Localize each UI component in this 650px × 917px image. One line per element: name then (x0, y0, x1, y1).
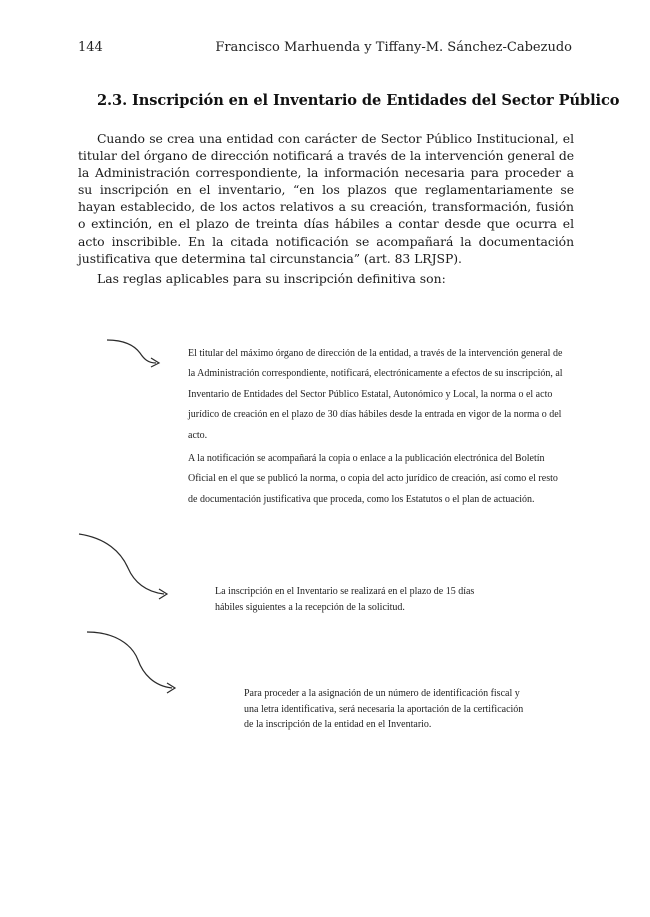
rules-intro: Las reglas aplicables para su inscripción definitiva son: (97, 271, 446, 286)
curved-arrow-icon (104, 335, 164, 371)
page-number: 144 (78, 40, 103, 55)
body-paragraph: Cuando se crea una entidad con carácter de Sector Público Institucional, el titular del órgano de dirección notificará a través de la intervención general de la Administración correspondiente, la información necesaria para proceder a su inscripción en el inventario, “en los plazos que reglamentariamente se hayan establecido, de los actos relativos a su creación, transformación, fusión o extinción, en el plazo de treinta días hábiles a contar desde que ocurra el acto inscribible. En la citada notificación se acompañará la documentación justificativa que determina tal circunstancia” (art. 83 LRJSP). (78, 131, 574, 266)
section-heading: 2.3. Inscripción en el Inventario de Entidades del Sector Público (97, 92, 620, 109)
rule-2-text: La inscripción en el Inventario se realizará en el plazo de 15 días hábiles siguientes a la recepción de la solicitud. (215, 586, 475, 613)
curved-arrow-icon (84, 626, 184, 696)
rule-3-text: Para proceder a la asignación de un número de identificación fiscal y una letra identificativa, será necesaria la aportación de la certificación de la inscripción de la entidad en el Inventario. (244, 688, 524, 731)
rule-1-attachment-text: A la notificación se acompañará la copia o enlace a la publicación electrónica del Boletín Oficial en el que se publicó la norma, o copia del acto jurídico de creación, así como el resto de documentación justificativa que proceda, como los Estatutos o el plan de actuación. (188, 453, 558, 505)
running-title: Francisco Marhuenda y Tiffany-M. Sánchez-Cabezudo (215, 40, 572, 55)
rule-1-text: El titular del máximo órgano de dirección de la entidad, a través de la intervención general de la Administración correspondiente, notificará, electrónicamente a efectos de su inscripción, al Inventario de Entidades del Sector Público Estatal, Autonómico y Local, la norma o el acto jurídico de creación en el plazo de 30 días hábiles desde la entrada en vigor de la norma o del acto. (188, 348, 563, 441)
curved-arrow-icon (76, 530, 176, 602)
